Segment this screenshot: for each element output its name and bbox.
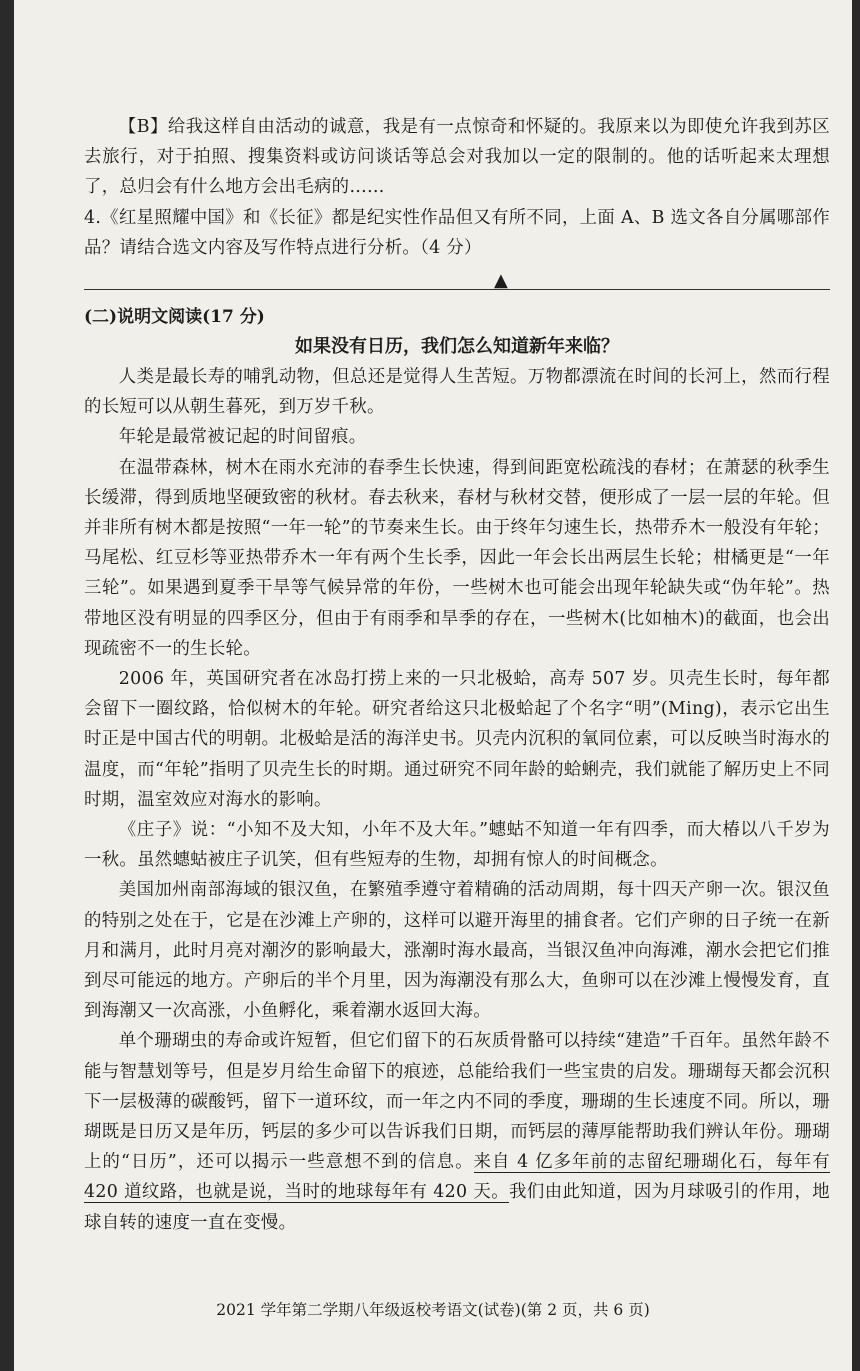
paragraph-coral <box>84 1026 830 1237</box>
paragraph: 在温带森林，树木在雨水充沛的春季生长快速，得到间距宽松疏浅的春材；在萧瑟的秋季生长缓滞，得到质地坚硬致密的秋材。春去秋来，春材与秋材交替，便形成了一层一层的年轮。但并非所有树木都是按照“一年一轮”的节奏来生长。由于终年匀速生长，热带乔木一般没有年轮；马尾松、红豆杉等亚热带乔木一年有两个生长季，因此一年会长出两层生长轮；柑橘更是“一年三轮”。如果遇到夏季干旱等气候异常的年份，一些树木也可能会出现年轮缺失或“伪年轮”。热带地区没有明显的四季区分，但由于有雨季和旱季的存在，一些树木(比如柚木)的截面，也会出现疏密不一的生长轮。 <box>84 457 830 659</box>
underlined-sentence: 来自 4 亿多年前的志留纪珊瑚化石，每年有 420 道纹路，也就是说，当时的地球每年有 420 天。 <box>84 1152 830 1203</box>
page-content <box>84 112 830 1233</box>
coral-conclusion: 我们由此知道，因为月球吸引的作用，地球自转的速度一直在变慢。 <box>84 1182 830 1233</box>
paragraph: 《庄子》说：“小知不及大知，小年不及大年。”蟪蛄不知道一年有四季，而大椿以八千岁为一秋。虽然蟪蛄被庄子讥笑，但有些短寿的生物，却拥有惊人的时间概念。 <box>84 820 830 871</box>
exam-page <box>14 0 852 1371</box>
article-body <box>84 362 830 1238</box>
question-4: 4.《红星照耀中国》和《长征》都是纪实性作品但又有所不同，上面 A、B 选文各自分属哪部作品？请结合选文内容及写作特点进行分析。（4 分） <box>84 207 830 258</box>
page-footer: 2021 学年第二学期八年级返校考语文(试卷)(第 2 页，共 6 页) <box>216 1301 650 1319</box>
paragraph: 年轮是最常被记起的时间留痕。 <box>118 427 367 448</box>
coral-text: 单个珊瑚虫的寿命或许短暂，但它们留下的石灰质骨骼可以持续“建造”千百年。虽然年龄不能与智慧划等号，但是岁月给生命留下的痕迹，总能给我们一些宝贵的启发。珊瑚每天都会沉积下一层极薄的碳酸钙，留下一道环纹，而一年之内不同的季度，珊瑚的生长速度不同。所以，珊瑚既是日历又是年历，钙层的多少可以告诉我们日期，而钙层的薄厚能帮助我们辨认年份。珊瑚上的“日历”，还可以揭示一些意想不到的信息。 <box>84 1031 830 1173</box>
section-divider <box>84 289 830 290</box>
paragraph: 人类是最长寿的哺乳动物，但总还是觉得人生苦短。万物都漂流在时间的长河上，然而行程的长短可以从朝生暮死，到万岁千秋。 <box>84 367 830 418</box>
section-heading: (二)说明文阅读(17 分) <box>84 307 265 327</box>
triangle-marker: ▲ <box>494 270 508 291</box>
paragraph: 美国加州南部海域的银汉鱼，在繁殖季遵守着精确的活动周期，每十四天产卵一次。银汉鱼的特别之处在于，它是在沙滩上产卵的，这样可以避开海里的捕食者。它们产卵的日子统一在新月和满月，此时月亮对潮汐的影响最大，涨潮时海水最高，当银汉鱼冲向海滩，潮水会把它们推到尽可能远的地方。产卵后的半个月里，因为海潮没有那么大，鱼卵可以在沙滩上慢慢发育，直到海潮又一次高涨，小鱼孵化，乘着潮水返回大海。 <box>84 880 830 1022</box>
paragraph: 2006 年，英国研究者在冰岛打捞上来的一只北极蛤，高寿 507 岁。贝壳生长时，每年都会留下一圈纹路，恰似树木的年轮。研究者给这只北极蛤起了个名字“明”(Ming)，表示它出生时正是中国古代的明朝。北极蛤是活的海洋史书。贝壳内沉积的氧同位素，可以反映当时海水的温度，而“年轮”指明了贝壳生长的时期。通过研究不同年龄的蛤蜊壳，我们就能了解历史上不同时期，温室效应对海水的影响。 <box>84 669 830 810</box>
article-title: 如果没有日历，我们怎么知道新年来临？ <box>295 336 619 357</box>
passage-b: 【B】给我这样自由活动的诚意，我是有一点惊奇和怀疑的。我原来以为即使允许我到苏区去旅行，对于拍照、搜集资料或访问谈话等总会对我加以一定的限制的。他的话听起来太理想了，总归会有什么地方会出毛病的…… <box>84 117 830 198</box>
